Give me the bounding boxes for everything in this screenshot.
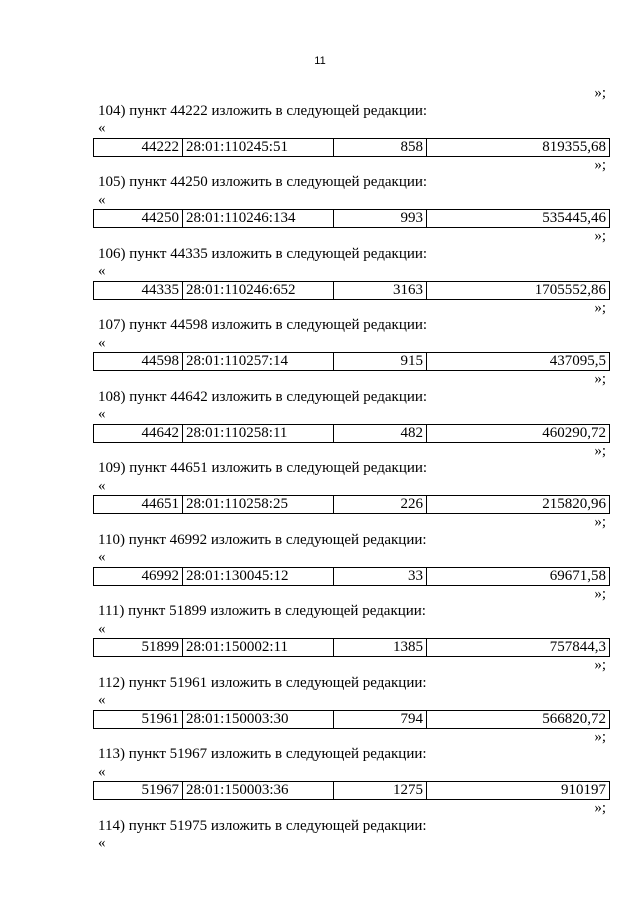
table-row	[94, 567, 610, 585]
closing-quote: »;	[594, 442, 606, 459]
amendment-table	[93, 209, 610, 228]
document-body	[93, 85, 610, 853]
point-number-cell: 44598	[94, 353, 183, 371]
point-number-cell: 44222	[94, 138, 183, 156]
opening-quote: «	[98, 620, 106, 637]
opening-quote: «	[98, 406, 106, 422]
closing-quote: »;	[594, 228, 606, 244]
table-row	[94, 710, 610, 728]
amendment-table	[93, 495, 610, 514]
area-cell: 858	[334, 138, 427, 156]
amendment-instruction: 109) пункт 44651 изложить в следующей редакции:	[98, 460, 428, 476]
table-row	[94, 639, 610, 657]
amendment-instruction: 104) пункт 44222 изложить в следующей редакции:	[98, 102, 428, 119]
area-cell: 482	[334, 424, 427, 442]
page-number: 11	[314, 55, 326, 67]
point-number-cell: 44250	[94, 210, 183, 228]
amendment-instruction: 111) пункт 51899 изложить в следующей редакции:	[98, 603, 426, 619]
area-cell: 915	[334, 353, 427, 371]
value-cell: 1705552,86	[427, 281, 610, 299]
amendment-table	[93, 567, 610, 586]
opening-quote: «	[98, 835, 106, 851]
cadastral-number-cell: 28:01:110245:51	[183, 138, 334, 156]
cadastral-number-cell: 28:01:110258:25	[183, 496, 334, 514]
opening-quote: «	[98, 120, 106, 136]
amendment-instruction: 106) пункт 44335 изложить в следующей редакции:	[98, 245, 428, 262]
table-row	[94, 424, 610, 442]
cadastral-number-cell: 28:01:150003:36	[183, 782, 334, 800]
amendment-table	[93, 352, 610, 371]
closing-quote: »;	[594, 371, 606, 387]
area-cell: 794	[334, 710, 427, 728]
table-row	[94, 782, 610, 800]
table-row	[94, 353, 610, 371]
area-cell: 226	[334, 496, 427, 514]
cadastral-number-cell: 28:01:110257:14	[183, 353, 334, 371]
amendment-instruction: 113) пункт 51967 изложить в следующей редакции:	[98, 746, 427, 762]
value-cell: 566820,72	[427, 710, 610, 728]
amendment-instruction: 105) пункт 44250 изложить в следующей редакции:	[98, 174, 428, 190]
value-cell: 437095,5	[427, 353, 610, 371]
closing-quote: »;	[594, 728, 606, 745]
area-cell: 1385	[334, 639, 427, 657]
table-row	[94, 496, 610, 514]
cadastral-number-cell: 28:01:110246:134	[183, 210, 334, 228]
amendment-instruction: 107) пункт 44598 изложить в следующей редакции:	[98, 317, 428, 333]
value-cell: 910197	[427, 782, 610, 800]
amendment-table	[93, 781, 610, 800]
opening-quote: «	[98, 477, 106, 494]
amendment-table	[93, 424, 610, 443]
point-number-cell: 44335	[94, 281, 183, 299]
amendment-instruction: 112) пункт 51961 изложить в следующей редакции:	[98, 674, 427, 691]
cadastral-number-cell: 28:01:150002:11	[183, 639, 334, 657]
value-cell: 215820,96	[427, 496, 610, 514]
table-row	[94, 138, 610, 156]
opening-quote: «	[98, 263, 106, 279]
opening-quote: «	[98, 763, 106, 780]
cadastral-number-cell: 28:01:110258:11	[183, 424, 334, 442]
amendment-table	[93, 710, 610, 729]
point-number-cell: 46992	[94, 567, 183, 585]
amendment-table	[93, 281, 610, 300]
cadastral-number-cell: 28:01:110246:652	[183, 281, 334, 299]
point-number-cell: 51899	[94, 639, 183, 657]
closing-quote: »;	[594, 156, 606, 173]
value-cell: 819355,68	[427, 138, 610, 156]
amendment-instruction: 110) пункт 46992 изложить в следующей редакции:	[98, 531, 427, 548]
value-cell: 69671,58	[427, 567, 610, 585]
closing-quote: »;	[594, 299, 606, 316]
opening-quote: «	[98, 692, 106, 708]
amendment-table	[93, 638, 610, 657]
table-row	[94, 210, 610, 228]
value-cell: 757844,3	[427, 639, 610, 657]
amendment-instruction: 114) пункт 51975 изложить в следующей редакции:	[98, 817, 427, 834]
point-number-cell: 51967	[94, 782, 183, 800]
closing-quote: »;	[594, 85, 606, 101]
closing-quote: »;	[594, 657, 606, 673]
closing-quote: »;	[594, 585, 606, 602]
value-cell: 460290,72	[427, 424, 610, 442]
cadastral-number-cell: 28:01:130045:12	[183, 567, 334, 585]
point-number-cell: 44651	[94, 496, 183, 514]
amendment-instruction: 108) пункт 44642 изложить в следующей редакции:	[98, 388, 428, 405]
point-number-cell: 44642	[94, 424, 183, 442]
closing-quote: »;	[594, 800, 606, 816]
amendment-table	[93, 138, 610, 157]
area-cell: 1275	[334, 782, 427, 800]
opening-quote: «	[98, 549, 106, 565]
table-row	[94, 281, 610, 299]
closing-quote: »;	[594, 514, 606, 530]
value-cell: 535445,46	[427, 210, 610, 228]
cadastral-number-cell: 28:01:150003:30	[183, 710, 334, 728]
area-cell: 3163	[334, 281, 427, 299]
area-cell: 993	[334, 210, 427, 228]
opening-quote: «	[98, 191, 106, 208]
opening-quote: «	[98, 334, 106, 351]
point-number-cell: 51961	[94, 710, 183, 728]
area-cell: 33	[334, 567, 427, 585]
